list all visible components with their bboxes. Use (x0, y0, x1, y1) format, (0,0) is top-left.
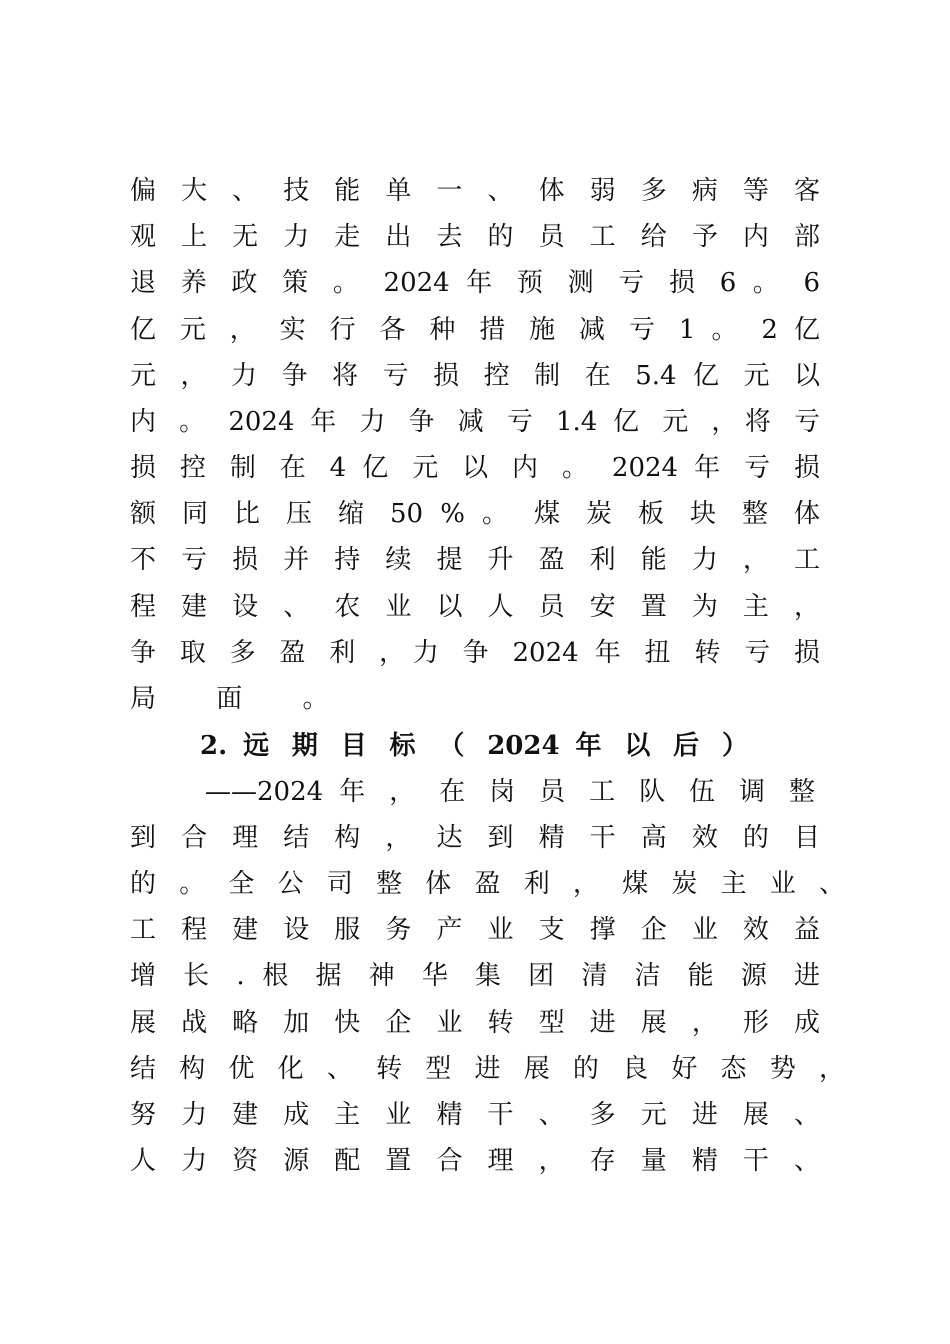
section-heading: 2. 远 期 目 标 （ 2024 年 以 后 ） (200, 731, 748, 761)
text-line: 额 同 比 压 缩 50 % 。 煤 炭 板 块 整 体 (130, 499, 820, 529)
text-line: 亿 元 ， 实 行 各 种 措 施 减 亏 1 。 2 亿 (130, 315, 820, 345)
text-line: 的 。 全 公 司 整 体 盈 利 ， 煤 炭 主 业 、 (130, 869, 845, 899)
text-line: 争 取 多 盈 利 ，力 争 2024 年 扭 转 亏 损 (130, 638, 820, 668)
text-line: 退 养 政 策 。 2024 年 预 测 亏 损 6 。 6 (130, 268, 820, 298)
text-line: 努 力 建 成 主 业 精 干 、 多 元 进 展 、 (130, 1100, 820, 1130)
text-line: 不 亏 损 并 持 续 提 升 盈 利 能 力 ， 工 (130, 545, 820, 575)
text-line: 内 。 2024 年 力 争 减 亏 1.4 亿 元 ，将 亏 (130, 407, 820, 437)
text-line: 损 控 制 在 4 亿 元 以 内 。 2024 年 亏 损 (130, 453, 820, 483)
text-line: ——2024 年 ， 在 岗 员 工 队 伍 调 整 (205, 777, 815, 807)
text-line: 元 ， 力 争 将 亏 损 控 制 在 5.4 亿 元 以 (130, 361, 820, 391)
text-line: 程 建 设 、 农 业 以 人 员 安 置 为 主 ， (130, 592, 820, 622)
text-line: 结 构 优 化 、 转 型 进 展 的 良 好 态 势 ， (130, 1054, 845, 1084)
text-line: 增 长 . 根 据 神 华 集 团 清 洁 能 源 进 (130, 961, 820, 991)
text-line: 偏 大 、 技 能 单 一 、 体 弱 多 病 等 客 (130, 176, 820, 206)
text-line: 展 战 略 加 快 企 业 转 型 进 展 ， 形 成 (130, 1008, 820, 1038)
text-line: 人 力 资 源 配 置 合 理 ， 存 量 精 干 、 (130, 1146, 820, 1176)
text-line: 到 合 理 结 构 ， 达 到 精 干 高 效 的 目 (130, 823, 820, 853)
text-line: 观 上 无 力 走 出 去 的 员 工 给 予 内 部 (130, 222, 820, 252)
text-line: 工 程 建 设 服 务 产 业 支 撑 企 业 效 益 (130, 915, 820, 945)
text-line: 局 面 。 (130, 684, 355, 714)
